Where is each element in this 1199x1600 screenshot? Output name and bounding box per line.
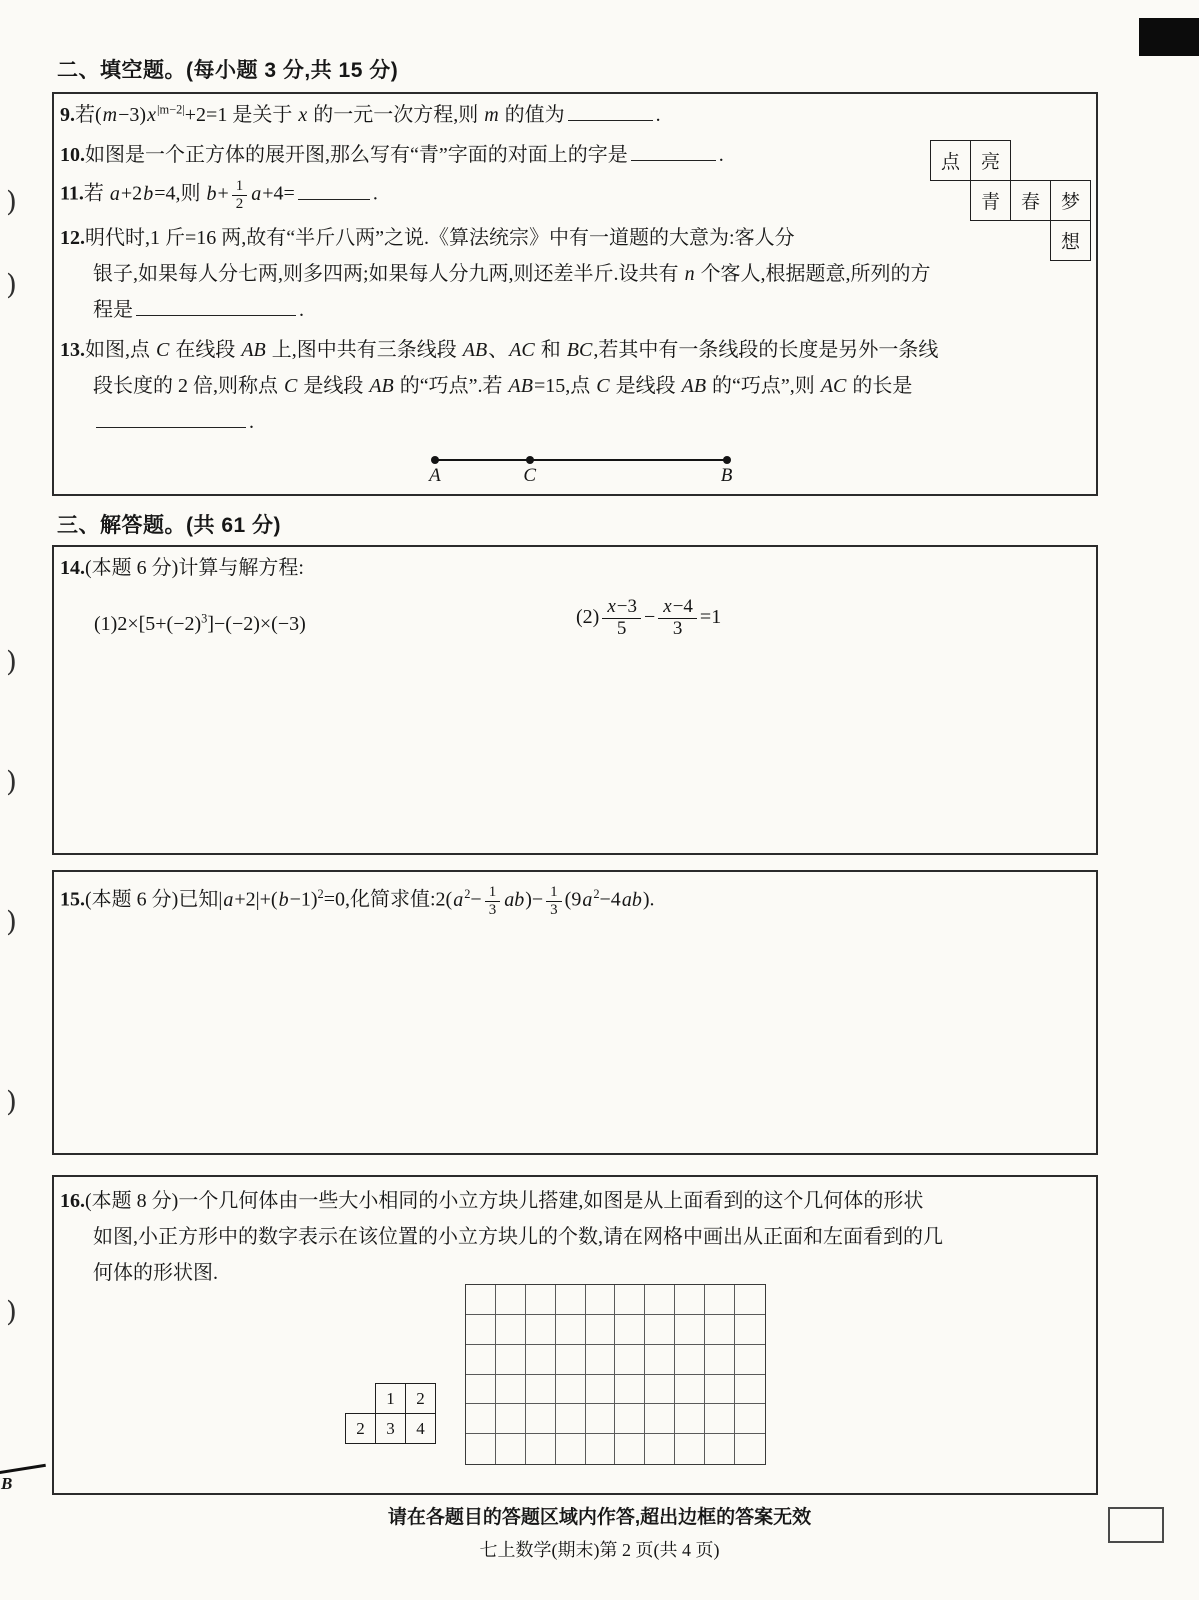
answer-blank	[136, 296, 296, 316]
grid-cell	[675, 1285, 705, 1315]
cube-net-face: 想	[1050, 220, 1091, 261]
grid-cell	[735, 1345, 765, 1375]
fill-in-questions-box	[52, 92, 1098, 496]
question-13-line2: 段长度的 2 倍,则称点 C 是线段 AB 的“巧点”.若 AB=15,点 C 是线段 AB 的“巧点”,则 AC 的长是	[93, 375, 913, 397]
grid-cell	[735, 1375, 765, 1405]
top-view-diagram	[345, 1383, 441, 1448]
answer-note: 请在各题目的答题区域内作答,超出边框的答案无效	[387, 1507, 812, 1528]
segment-point-c	[526, 456, 534, 464]
grid-cell	[496, 1434, 526, 1464]
question-14-title: 14.(本题 6 分)计算与解方程:	[60, 557, 304, 579]
grid-cell	[466, 1345, 496, 1375]
grid-cell	[556, 1285, 586, 1315]
grid-cell	[705, 1404, 735, 1434]
grid-cell	[675, 1315, 705, 1345]
grid-cell	[466, 1375, 496, 1405]
question-16-line2: 如图,小正方形中的数字表示在该位置的小立方块儿的个数,请在网格中画出从正面和左面看到的几	[93, 1226, 943, 1248]
binding-mark: )	[6, 185, 17, 218]
question-16-line1: 16.(本题 8 分)一个几何体由一些大小相同的小立方块儿搭建,如图是从上面看到的这个几何体的形状	[60, 1190, 924, 1212]
grid-cell	[586, 1285, 616, 1315]
grid-cell	[615, 1404, 645, 1434]
grid-cell	[645, 1345, 675, 1375]
question-12-line3: 程是 .	[60, 292, 1086, 328]
section2-header: 二、填空题。(每小题 3 分,共 15 分)	[57, 59, 399, 82]
question-9: 9.若$(m-3)x^{|m-2|}+2=1$ 是关于 x 的一元一次方程,则 m 的值为 .	[60, 102, 661, 126]
segment-point-b	[723, 456, 731, 464]
grid-cell	[526, 1285, 556, 1315]
cube-net-face: 青	[970, 180, 1011, 221]
grid-cell	[526, 1315, 556, 1345]
question-16-line3: 何体的形状图.	[93, 1262, 218, 1284]
grid-cell	[705, 1315, 735, 1345]
grid-cell	[615, 1434, 645, 1464]
grid-cell	[735, 1434, 765, 1464]
question-13-line3: .	[60, 404, 1086, 440]
section3-header: 三、解答题。(共 61 分)	[57, 514, 282, 537]
grid-cell	[615, 1315, 645, 1345]
grid-cell	[556, 1375, 586, 1405]
cube-net-diagram	[930, 140, 1096, 266]
binding-mark: )	[6, 1295, 17, 1328]
binding-mark: )	[6, 645, 17, 678]
answer-grid	[465, 1284, 766, 1465]
question-14-box	[52, 545, 1098, 855]
segment-line	[432, 459, 728, 461]
grid-cell	[556, 1345, 586, 1375]
grid-cell	[645, 1434, 675, 1464]
segment-label-b: B	[720, 465, 733, 486]
segment-label-c: C	[523, 465, 537, 486]
top-view-cell: 2	[405, 1383, 436, 1414]
cube-net-face: 梦	[1050, 180, 1091, 221]
grid-cell	[705, 1434, 735, 1464]
grid-cell	[615, 1345, 645, 1375]
grid-cell	[526, 1434, 556, 1464]
grid-cell	[735, 1404, 765, 1434]
question-11: 11.若 a+2b=4,则 b+ $\frac{1}{2}$ a+4= .	[60, 178, 378, 212]
grid-cell	[645, 1315, 675, 1345]
grid-cell	[526, 1345, 556, 1375]
cube-net-face: 亮	[970, 140, 1011, 181]
segment-point-a	[431, 456, 439, 464]
grid-cell	[496, 1375, 526, 1405]
grid-cell	[735, 1315, 765, 1345]
question-15: 15.(本题 6 分)已知$|a+2|+(b-1)^2=0$,化简求值$:2(a^2-$ $\frac{1}{3}$ ab)− $\frac{1}{3}$ $(9a^2-4ab)$.	[60, 884, 655, 918]
grid-cell	[496, 1404, 526, 1434]
top-view-cell: 4	[405, 1413, 436, 1444]
answer-blank	[96, 408, 246, 428]
question-16-box	[52, 1175, 1098, 1495]
grid-cell	[675, 1375, 705, 1405]
grid-cell	[675, 1345, 705, 1375]
question-14-part1: $(1)2\times[5+(-2)^3]-(-2)\times(-3)$	[94, 611, 306, 635]
question-13	[60, 332, 1086, 440]
top-view-cell: 1	[375, 1383, 406, 1414]
answer-blank	[631, 141, 716, 161]
corner-mark	[1139, 18, 1199, 56]
grid-cell	[466, 1434, 496, 1464]
grid-cell	[615, 1375, 645, 1405]
grid-cell	[496, 1315, 526, 1345]
top-view-cell: 2	[345, 1413, 376, 1444]
cube-net-face: 点	[930, 140, 971, 181]
binding-mark: )	[6, 765, 17, 798]
question-12-line2: 银子,如果每人分七两,则多四两;如果每人分九两,则还差半斤.设共有 n 个客人,根据题意,所列的方	[93, 263, 931, 285]
question-14-part2: (2) $\frac{x-3}{5}$ − $\frac{x-4}{3}$ =1	[576, 596, 722, 639]
grid-cell	[556, 1315, 586, 1345]
answer-blank	[298, 180, 370, 200]
question-13-line1: 13.如图,点 C 在线段 AB 上,图中共有三条线段 AB、AC 和 BC,若其中有一条线段的长度是另外一条线	[60, 339, 939, 361]
grid-cell	[645, 1404, 675, 1434]
grid-cell	[705, 1345, 735, 1375]
top-view-cell: 3	[375, 1413, 406, 1444]
binding-mark: )	[6, 268, 17, 301]
grid-cell	[705, 1285, 735, 1315]
grid-cell	[675, 1404, 705, 1434]
grid-cell	[496, 1345, 526, 1375]
question-12-line1: 12.明代时,1 斤=16 两,故有“半斤八两”之说.《算法统宗》中有一道题的大意为:客人分	[60, 227, 795, 249]
binding-mark: )	[6, 905, 17, 938]
grid-cell	[735, 1285, 765, 1315]
grid-cell	[645, 1375, 675, 1405]
grid-cell	[586, 1375, 616, 1405]
question-15-box	[52, 870, 1098, 1155]
grid-cell	[466, 1315, 496, 1345]
question-16	[60, 1183, 1086, 1291]
grid-cell	[586, 1434, 616, 1464]
answer-blank	[568, 101, 653, 121]
grid-cell	[586, 1315, 616, 1345]
binding-mark: )	[6, 1085, 17, 1118]
grid-cell	[556, 1434, 586, 1464]
scan-artifact-b-label: B	[1, 1474, 13, 1493]
grid-cell	[556, 1404, 586, 1434]
cube-net-face: 春	[1010, 180, 1051, 221]
page-footer: 七上数学(期末)第 2 页(共 4 页)	[479, 1540, 720, 1560]
grid-cell	[526, 1375, 556, 1405]
question-10: 10.如图是一个正方体的展开图,那么写有“青”字面的对面上的字是 .	[60, 140, 1086, 170]
grid-cell	[526, 1404, 556, 1434]
grid-cell	[586, 1404, 616, 1434]
segment-diagram	[429, 452, 733, 496]
grid-cell	[675, 1434, 705, 1464]
grid-cell	[586, 1345, 616, 1375]
grid-cell	[705, 1375, 735, 1405]
grid-cell	[645, 1285, 675, 1315]
grid-cell	[466, 1404, 496, 1434]
segment-label-a: A	[429, 465, 441, 486]
bottom-right-box	[1108, 1507, 1164, 1543]
grid-cell	[615, 1285, 645, 1315]
grid-cell	[496, 1285, 526, 1315]
grid-cell	[466, 1285, 496, 1315]
